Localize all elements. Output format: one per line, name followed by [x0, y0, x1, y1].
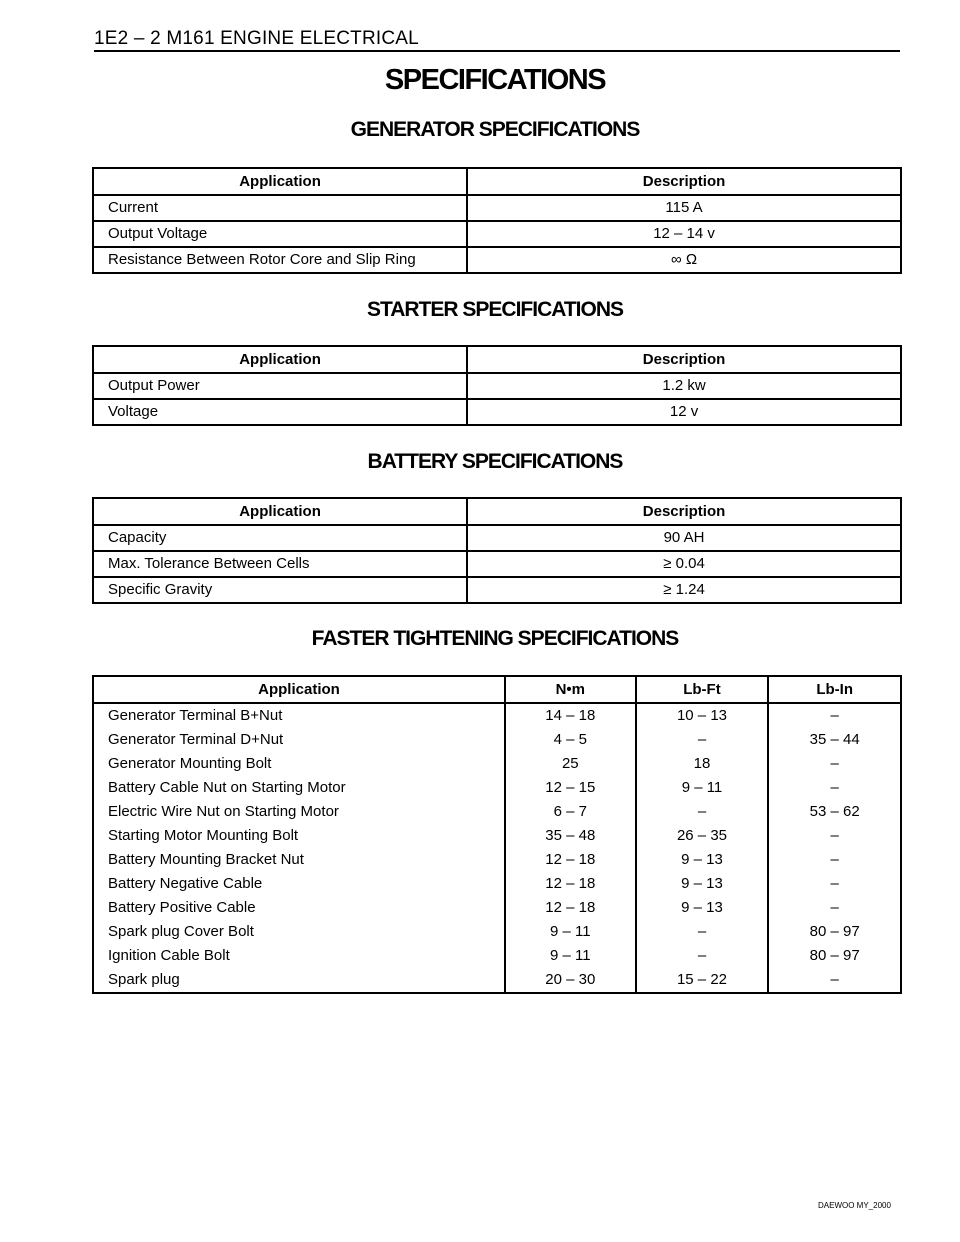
lbin-cell: 80 – 97: [768, 944, 901, 968]
lbin-cell: –: [768, 703, 901, 728]
table-row: [93, 577, 901, 603]
fastener-section-title: FASTER TIGHTENING SPECIFICATIONS: [311, 627, 679, 650]
lbft-cell: 15 – 22: [636, 968, 769, 993]
application-cell: Specific Gravity: [93, 577, 467, 603]
battery-section-title: BATTERY SPECIFICATIONS: [367, 450, 623, 473]
page-title: SPECIFICATIONS: [384, 64, 606, 96]
nm-cell: 4 – 5: [505, 728, 636, 752]
table-row: [93, 920, 901, 944]
description-cell: ∞ Ω: [467, 247, 901, 273]
nm-cell: 9 – 11: [505, 944, 636, 968]
description-cell: ≥ 0.04: [467, 551, 901, 577]
table-row: [93, 373, 901, 399]
description-cell: 12 v: [467, 399, 901, 425]
description-cell: ≥ 1.24: [467, 577, 901, 603]
column-header: N•m: [505, 676, 636, 703]
lbft-cell: –: [636, 944, 769, 968]
column-header: Description: [467, 168, 901, 195]
application-cell: Generator Terminal D+Nut: [93, 728, 505, 752]
table-row: [93, 944, 901, 968]
table-row: [93, 247, 901, 273]
application-cell: Spark plug: [93, 968, 505, 993]
lbft-cell: –: [636, 920, 769, 944]
column-header: Application: [93, 168, 467, 195]
starter-section-title: STARTER SPECIFICATIONS: [366, 298, 624, 321]
application-cell: Battery Cable Nut on Starting Motor: [93, 776, 505, 800]
description-cell: 115 A: [467, 195, 901, 221]
table-row: [93, 399, 901, 425]
table-row: [93, 872, 901, 896]
table-header-row: [93, 498, 901, 525]
lbft-cell: 26 – 35: [636, 824, 769, 848]
table-header-row: [93, 168, 901, 195]
table-row: [93, 703, 901, 728]
application-cell: Output Voltage: [93, 221, 467, 247]
lbft-cell: 9 – 13: [636, 848, 769, 872]
description-cell: 1.2 kw: [467, 373, 901, 399]
generator-section-title: GENERATOR SPECIFICATIONS: [350, 118, 640, 141]
battery-spec-table: [92, 497, 902, 604]
table-row: [93, 848, 901, 872]
nm-cell: 12 – 15: [505, 776, 636, 800]
nm-cell: 20 – 30: [505, 968, 636, 993]
column-header: Application: [93, 676, 505, 703]
application-cell: Max. Tolerance Between Cells: [93, 551, 467, 577]
column-header: Lb-Ft: [636, 676, 769, 703]
page-header-text: 1E2 – 2 M161 ENGINE ELECTRICAL: [94, 28, 419, 49]
lbft-cell: 9 – 13: [636, 872, 769, 896]
nm-cell: 12 – 18: [505, 872, 636, 896]
application-cell: Battery Positive Cable: [93, 896, 505, 920]
table-row: [93, 824, 901, 848]
lbin-cell: –: [768, 872, 901, 896]
application-cell: Ignition Cable Bolt: [93, 944, 505, 968]
generator-spec-table: [92, 167, 902, 274]
application-cell: Capacity: [93, 525, 467, 551]
column-header: Description: [467, 498, 901, 525]
application-cell: Battery Negative Cable: [93, 872, 505, 896]
lbft-cell: –: [636, 800, 769, 824]
column-header: Lb-In: [768, 676, 901, 703]
table-row: [93, 525, 901, 551]
lbin-cell: 53 – 62: [768, 800, 901, 824]
nm-cell: 35 – 48: [505, 824, 636, 848]
lbft-cell: 10 – 13: [636, 703, 769, 728]
application-cell: Resistance Between Rotor Core and Slip Ring: [93, 247, 467, 273]
nm-cell: 12 – 18: [505, 896, 636, 920]
lbft-cell: 18: [636, 752, 769, 776]
lbin-cell: 35 – 44: [768, 728, 901, 752]
lbin-cell: 80 – 97: [768, 920, 901, 944]
application-cell: Starting Motor Mounting Bolt: [93, 824, 505, 848]
nm-cell: 14 – 18: [505, 703, 636, 728]
lbin-cell: –: [768, 968, 901, 993]
table-header-row: [93, 676, 901, 703]
table-row: [93, 728, 901, 752]
lbin-cell: –: [768, 752, 901, 776]
application-cell: Voltage: [93, 399, 467, 425]
description-cell: 12 – 14 v: [467, 221, 901, 247]
lbin-cell: –: [768, 776, 901, 800]
application-cell: Generator Terminal B+Nut: [93, 703, 505, 728]
lbin-cell: –: [768, 896, 901, 920]
table-row: [93, 195, 901, 221]
lbft-cell: 9 – 13: [636, 896, 769, 920]
application-cell: Spark plug Cover Bolt: [93, 920, 505, 944]
page-header: [94, 26, 900, 52]
fastener-spec-table: [92, 675, 902, 994]
table-row: [93, 221, 901, 247]
table-header-row: [93, 346, 901, 373]
application-cell: Electric Wire Nut on Starting Motor: [93, 800, 505, 824]
lbft-cell: –: [636, 728, 769, 752]
table-row: [93, 896, 901, 920]
application-cell: Battery Mounting Bracket Nut: [93, 848, 505, 872]
lbft-cell: 9 – 11: [636, 776, 769, 800]
column-header: Description: [467, 346, 901, 373]
application-cell: Output Power: [93, 373, 467, 399]
column-header: Application: [93, 346, 467, 373]
lbin-cell: –: [768, 848, 901, 872]
lbin-cell: –: [768, 824, 901, 848]
page-footer: DAEWOO MY_2000: [818, 1201, 891, 1210]
description-cell: 90 AH: [467, 525, 901, 551]
nm-cell: 6 – 7: [505, 800, 636, 824]
starter-spec-table: [92, 345, 902, 426]
nm-cell: 12 – 18: [505, 848, 636, 872]
application-cell: Generator Mounting Bolt: [93, 752, 505, 776]
table-row: [93, 776, 901, 800]
nm-cell: 9 – 11: [505, 920, 636, 944]
table-row: [93, 968, 901, 993]
table-row: [93, 752, 901, 776]
application-cell: Current: [93, 195, 467, 221]
table-row: [93, 800, 901, 824]
column-header: Application: [93, 498, 467, 525]
table-row: [93, 551, 901, 577]
nm-cell: 25: [505, 752, 636, 776]
